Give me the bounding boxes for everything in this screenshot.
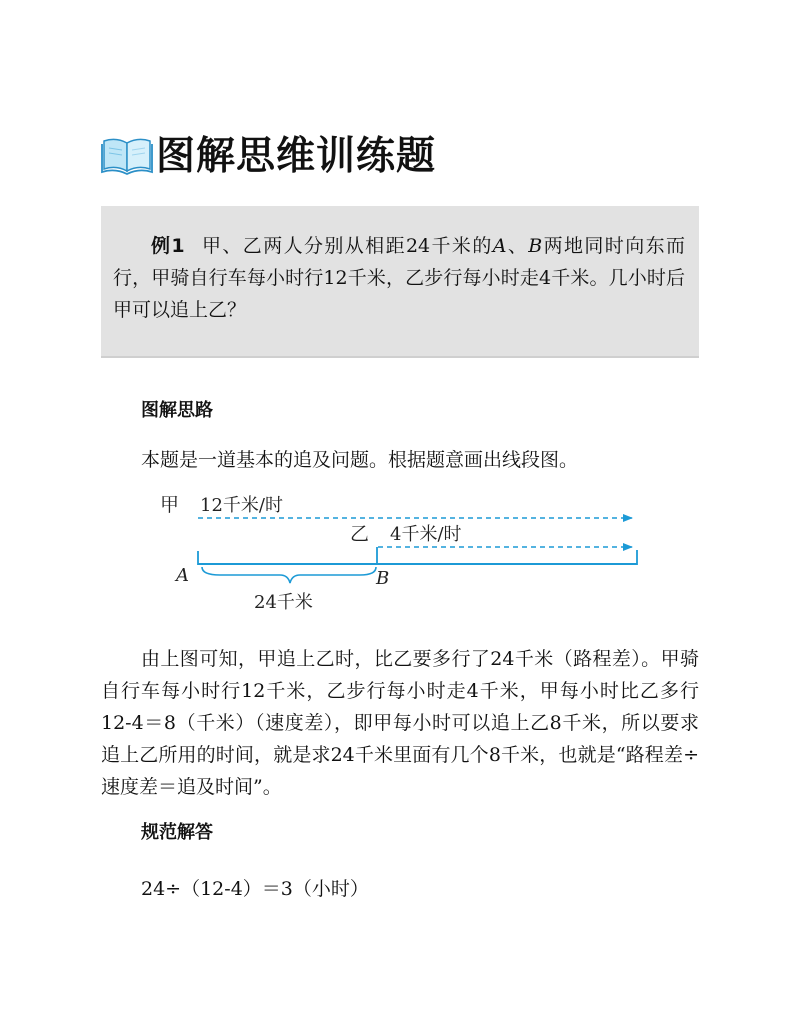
example-label: 例1 <box>151 235 185 257</box>
page-title: 图解思维训练题 <box>156 134 437 179</box>
open-book-icon <box>100 131 154 175</box>
line-segment-diagram <box>140 486 660 626</box>
example-text-part1: 甲、乙两人分别从相距24千米的 <box>200 235 493 257</box>
solution-answer: 24÷（12-4）＝3（小时） <box>141 878 369 900</box>
analysis-intro: 本题是一道基本的追及问题。根据题意画出线段图。 <box>141 449 579 471</box>
explanation-paragraph: 由上图可知，甲追上乙时，比乙要多行了24千米（路程差）。甲骑自行车每小时行12千米，乙步行每小时走4千米，甲每小时比乙多行12-4＝8（千米）（速度差），即甲每小时可以追上乙8千米，所以要求追上乙所用的时间，就是求24千米里面有几个8千米，也就是“路程差÷速度差＝追及时间”。 <box>101 648 699 798</box>
distance-brace <box>202 567 376 583</box>
example-box <box>101 206 699 358</box>
yi-speed-label: 4千米/时 <box>390 524 462 545</box>
yi-label: 乙 <box>350 523 370 545</box>
analysis-heading: 图解思路 <box>141 400 213 421</box>
distance-label: 24千米 <box>254 592 313 613</box>
example-separator: 、 <box>506 235 529 257</box>
example-point-a: A <box>492 235 507 257</box>
example-point-b: B <box>528 235 543 257</box>
example-text-part2: 两地同时向东而行，甲骑自行车每小时行12千米，乙步行每小时走4千米。几小时后甲可以追上乙？ <box>113 235 685 321</box>
example-text <box>113 230 685 326</box>
point-b-label: B <box>376 568 390 589</box>
title-row <box>100 128 436 178</box>
jia-label: 甲 <box>160 494 180 516</box>
point-a-label: A <box>176 565 189 586</box>
jia-speed-label: 12千米/时 <box>200 495 283 516</box>
solution-heading: 规范解答 <box>141 822 213 843</box>
